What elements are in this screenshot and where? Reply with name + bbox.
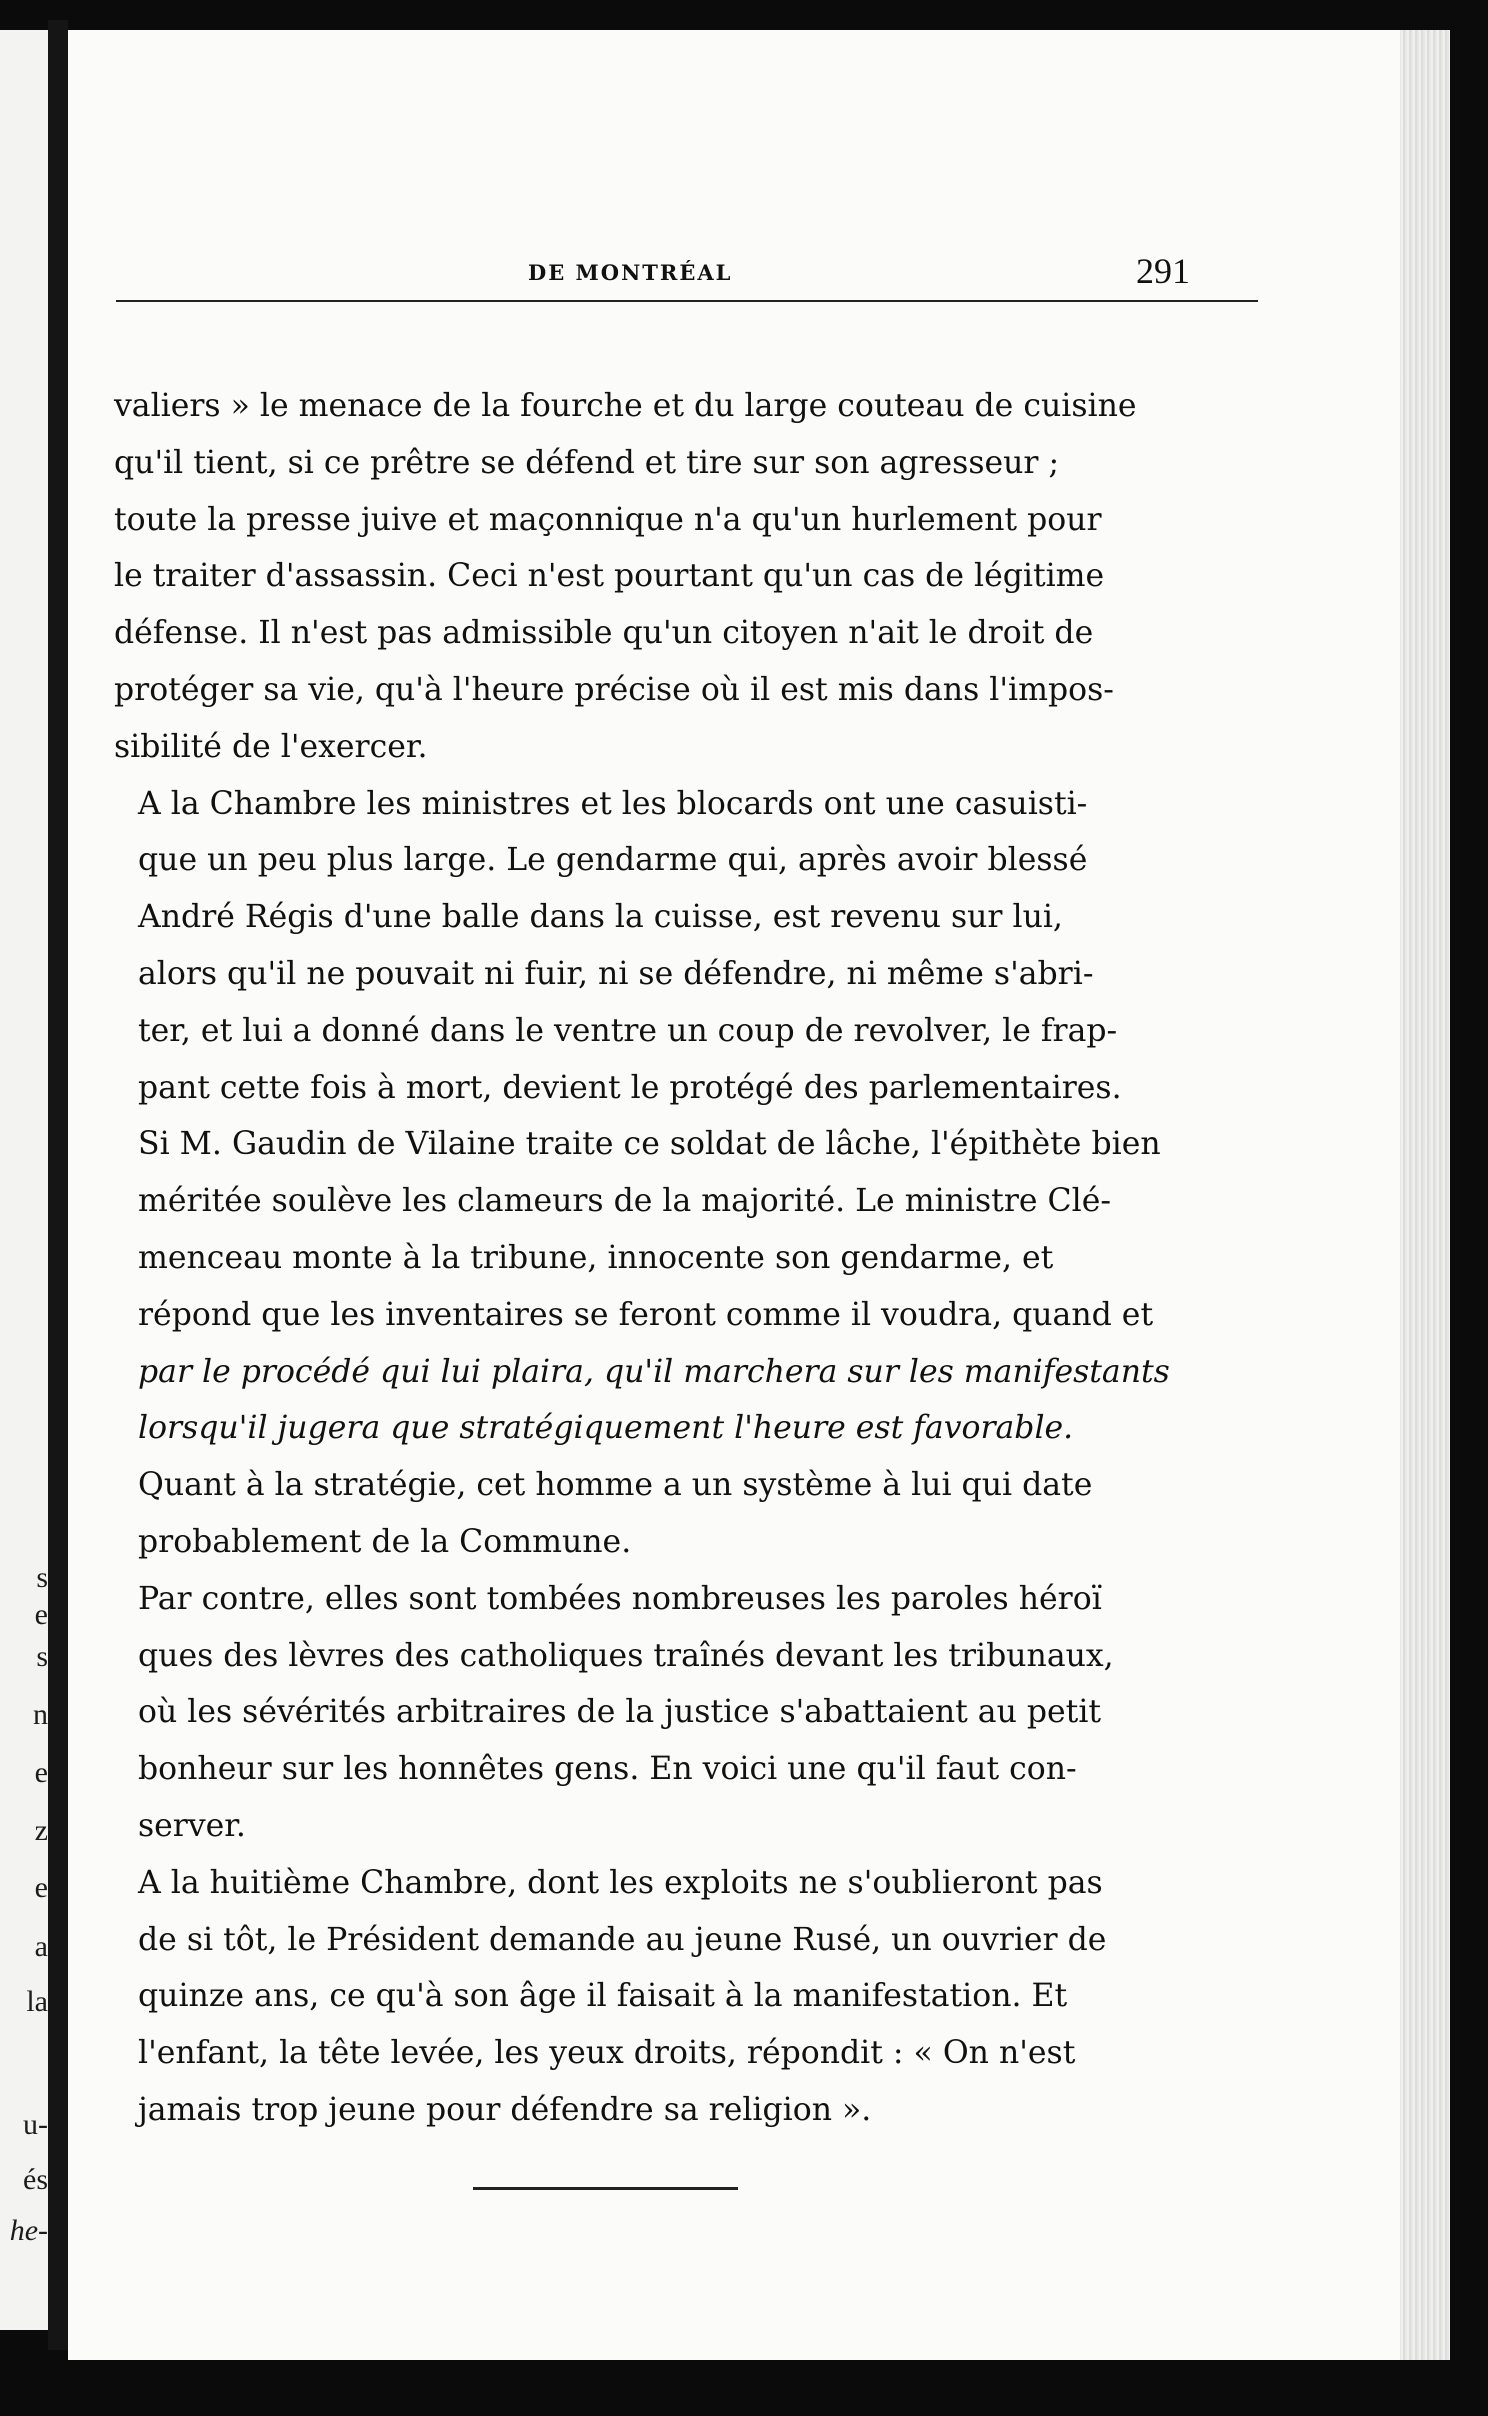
text-line: le traiter d'assassin. Ceci n'est pourtant qu'un cas de légitime xyxy=(114,558,1105,595)
left-page-edge xyxy=(0,30,48,2330)
book-gutter xyxy=(48,20,68,2350)
text-line: qu'il tient, si ce prêtre se défend et tire sur son agresseur ; xyxy=(114,444,1060,481)
text-line: Quant à la stratégie, cet homme a un système à lui qui date xyxy=(138,1467,1093,1504)
text-line: toute la presse juive et maçonnique n'a qu'un hurlement pour xyxy=(114,501,1102,538)
text-line: A la huitième Chambre, dont les exploits ne s'oublieront pas xyxy=(138,1864,1103,1901)
paragraph xyxy=(114,1457,1260,1571)
text-line: répond que les inventaires se feront comme il voudra, quand et xyxy=(138,1296,1154,1333)
closing-rule xyxy=(473,2187,738,2190)
header-rule xyxy=(116,300,1258,302)
text-line: jamais trop jeune pour défendre sa religion ». xyxy=(138,2091,872,2128)
paragraph xyxy=(114,776,1260,1458)
text-line: bonheur sur les honnêtes gens. En voici une qu'il faut con- xyxy=(138,1751,1077,1788)
page-block-edge xyxy=(1400,30,1450,2360)
text-line: méritée soulève les clameurs de la majorité. Le ministre Clé- xyxy=(138,1183,1112,1220)
paragraph xyxy=(114,378,1260,776)
left-page-fragment: z xyxy=(34,1814,48,1847)
text-line: menceau monte à la tribune, innocente son gendarme, et xyxy=(138,1239,1054,1276)
page-body xyxy=(114,378,1260,2139)
left-page-fragment: he- xyxy=(9,2214,48,2247)
paragraph xyxy=(114,1855,1260,2139)
page-header xyxy=(68,250,1428,290)
left-page-fragment: la xyxy=(26,1985,48,2018)
text-line-italic: par le procédé qui lui plaira, qu'il marchera sur les manifestants xyxy=(138,1353,1170,1390)
running-title: DE MONTRÉAL xyxy=(528,260,733,285)
text-line: de si tôt, le Président demande au jeune Rusé, un ouvrier de xyxy=(138,1921,1107,1958)
text-line: ter, et lui a donné dans le ventre un coup de revolver, le frap- xyxy=(138,1012,1118,1049)
text-line: où les sévérités arbitraires de la justice s'abattaient au petit xyxy=(138,1694,1102,1731)
text-line-italic: lorsqu'il jugera que stratégiquement l'heure est favorable. xyxy=(138,1410,1074,1447)
left-page-fragment: e xyxy=(34,1871,48,1904)
left-page-fragment: s xyxy=(36,1640,48,1673)
left-page-fragment: és xyxy=(23,2163,48,2196)
text-line: quinze ans, ce qu'à son âge il faisait à la manifestation. Et xyxy=(138,1978,1068,2015)
page-number: 291 xyxy=(1136,251,1190,291)
left-page-fragment: n xyxy=(33,1698,48,1731)
left-page-fragment: s xyxy=(36,1561,48,1594)
text-line: pant cette fois à mort, devient le protégé des parlementaires. xyxy=(138,1069,1122,1106)
text-line: défense. Il n'est pas admissible qu'un citoyen n'ait le droit de xyxy=(114,615,1094,652)
text-line: sibilité de l'exercer. xyxy=(114,728,428,765)
text-line: alors qu'il ne pouvait ni fuir, ni se défendre, ni même s'abri- xyxy=(138,955,1094,992)
text-line: ques des lèvres des catholiques traînés devant les tribunaux, xyxy=(138,1637,1114,1674)
text-line: protéger sa vie, qu'à l'heure précise où il est mis dans l'impos- xyxy=(114,671,1114,708)
book-page xyxy=(68,30,1428,2360)
text-line: valiers » le menace de la fourche et du large couteau de cuisine xyxy=(114,388,1137,424)
text-line: A la Chambre les ministres et les blocards ont une casuisti- xyxy=(138,785,1088,822)
left-page-fragment: a xyxy=(34,1930,48,1963)
left-page-fragment: e xyxy=(34,1598,48,1631)
left-page-fragment: e xyxy=(34,1756,48,1789)
text-line: André Régis d'une balle dans la cuisse, est revenu sur lui, xyxy=(138,899,1063,936)
text-line: probablement de la Commune. xyxy=(138,1523,632,1560)
text-line: Par contre, elles sont tombées nombreuses les paroles héroï xyxy=(138,1580,1102,1617)
left-page-fragment: u- xyxy=(23,2108,48,2141)
text-line: server. xyxy=(138,1807,246,1844)
text-line: l'enfant, la tête levée, les yeux droits, répondit : « On n'est xyxy=(138,2035,1076,2072)
text-line: Si M. Gaudin de Vilaine traite ce soldat de lâche, l'épithète bien xyxy=(138,1126,1161,1163)
text-line: que un peu plus large. Le gendarme qui, après avoir blessé xyxy=(138,842,1088,879)
paragraph xyxy=(114,1571,1260,1855)
